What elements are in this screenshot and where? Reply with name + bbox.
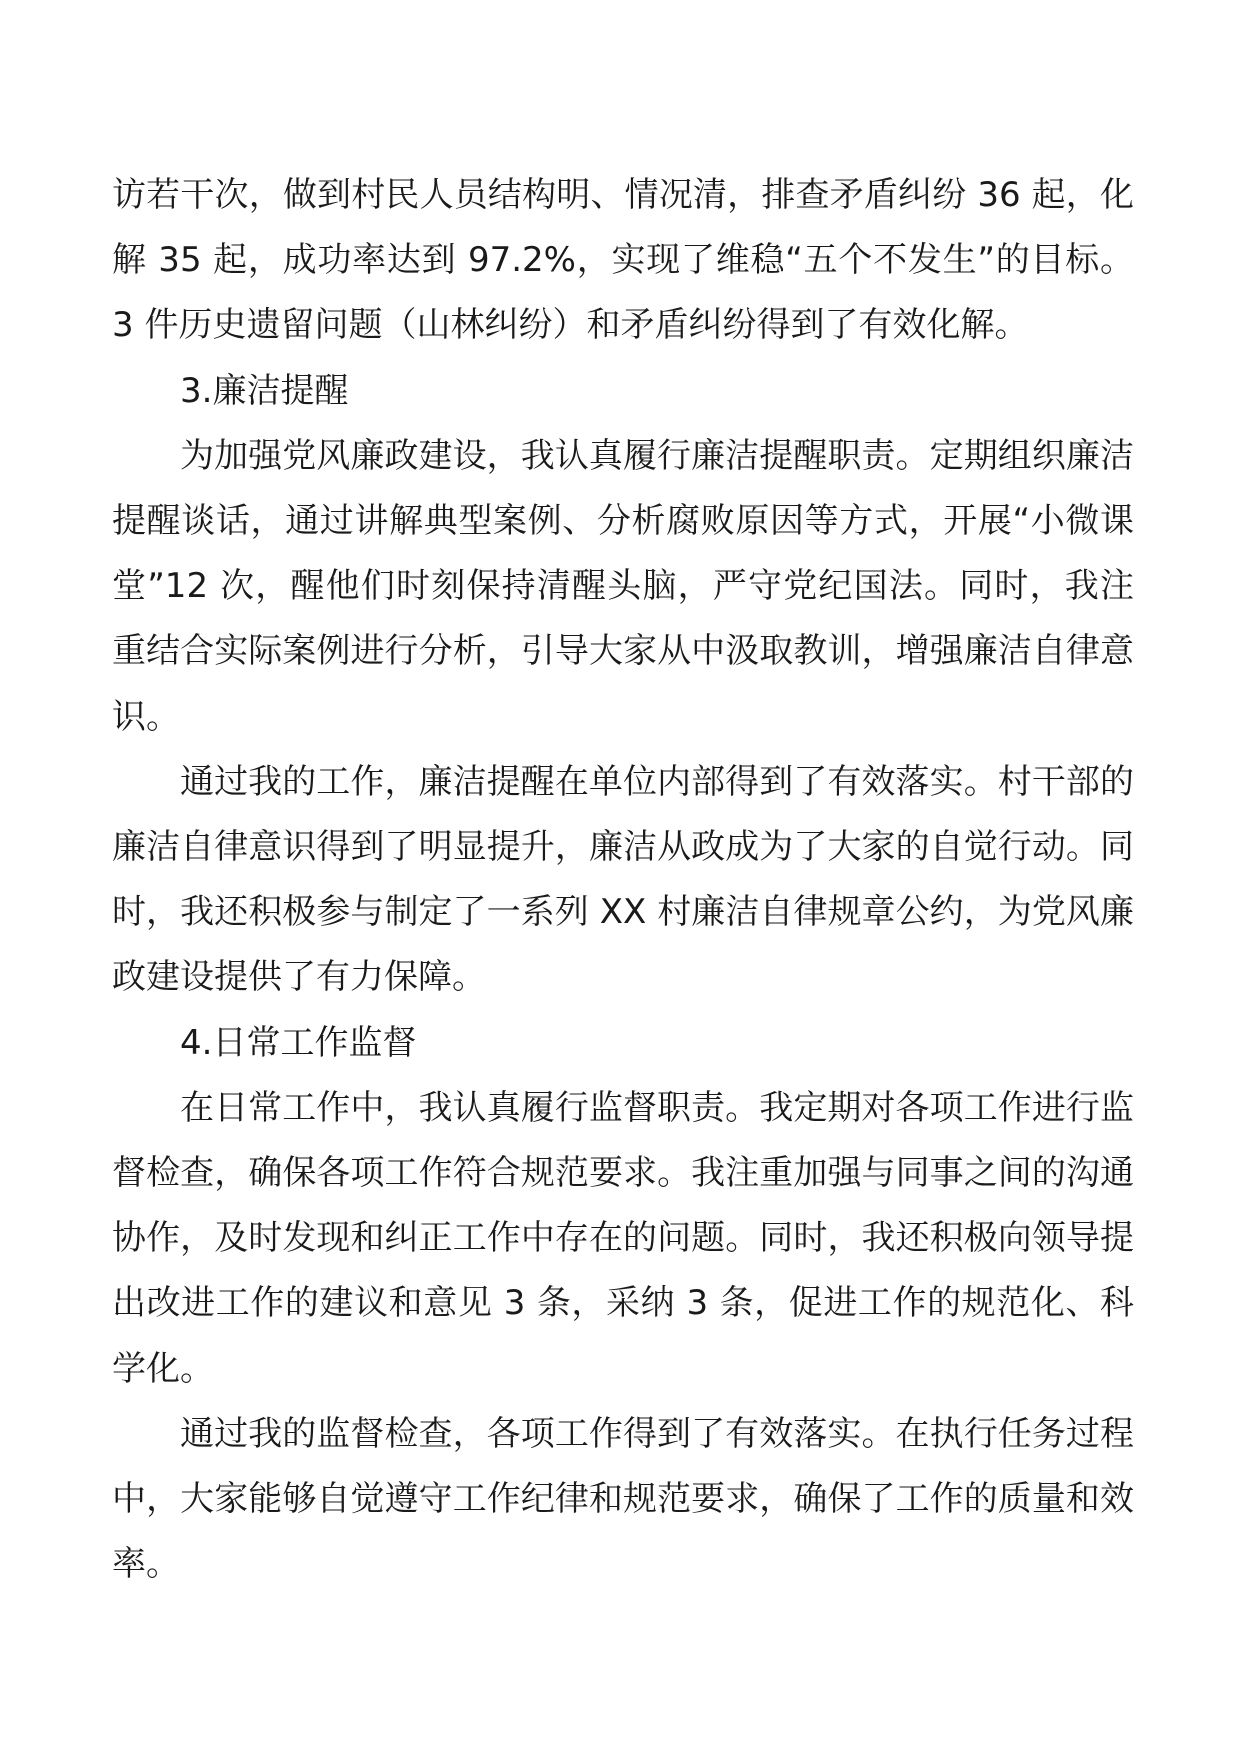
- paragraph-supervision-duties: 在日常工作中，我认真履行监督职责。我定期对各项工作进行监督检查，确保各项工作符合规范要求。我注重加强与同事之间的沟通协作，及时发现和纠正工作中存在的问题。同时，我还积极向领导提出改进工作的建议和意见 3 条，采纳 3 条，促进工作的规范化、科学化。: [112, 1087, 1134, 1389]
- paragraph-continuation: 访若干次，做到村民人员结构明、情况清，排查矛盾纠纷 36 起，化解 35 起，成功率达到 97.2%，实现了维稳“五个不发生”的目标。3 件历史遗留问题（山林纠纷）和矛盾纠纷得到了有效化解。: [112, 175, 1134, 346]
- paragraph-integrity-duties: 为加强党风廉政建设，我认真履行廉洁提醒职责。定期组织廉洁提醒谈话，通过讲解典型案例、分析腐败原因等方式，开展“小微课堂”12 次，醒他们时刻保持清醒头脑，严守党纪国法。同时，我注重结合实际案例进行分析，引导大家从中汲取教训，增强廉洁自律意识。: [112, 435, 1134, 737]
- section-heading-daily-supervision: 4.日常工作监督: [180, 1022, 417, 1063]
- paragraph-integrity-results: 通过我的工作，廉洁提醒在单位内部得到了有效落实。村干部的廉洁自律意识得到了明显提升，廉洁从政成为了大家的自觉行动。同时，我还积极参与制定了一系列 XX 村廉洁自律规章公约，为党风廉政建设提供了有力保障。: [112, 761, 1134, 998]
- paragraph-supervision-results: 通过我的监督检查，各项工作得到了有效落实。在执行任务过程中，大家能够自觉遵守工作纪律和规范要求，确保了工作的质量和效率。: [112, 1413, 1134, 1585]
- section-heading-integrity-reminder: 3.廉洁提醒: [180, 370, 349, 411]
- document-page: [112, 163, 1134, 1597]
